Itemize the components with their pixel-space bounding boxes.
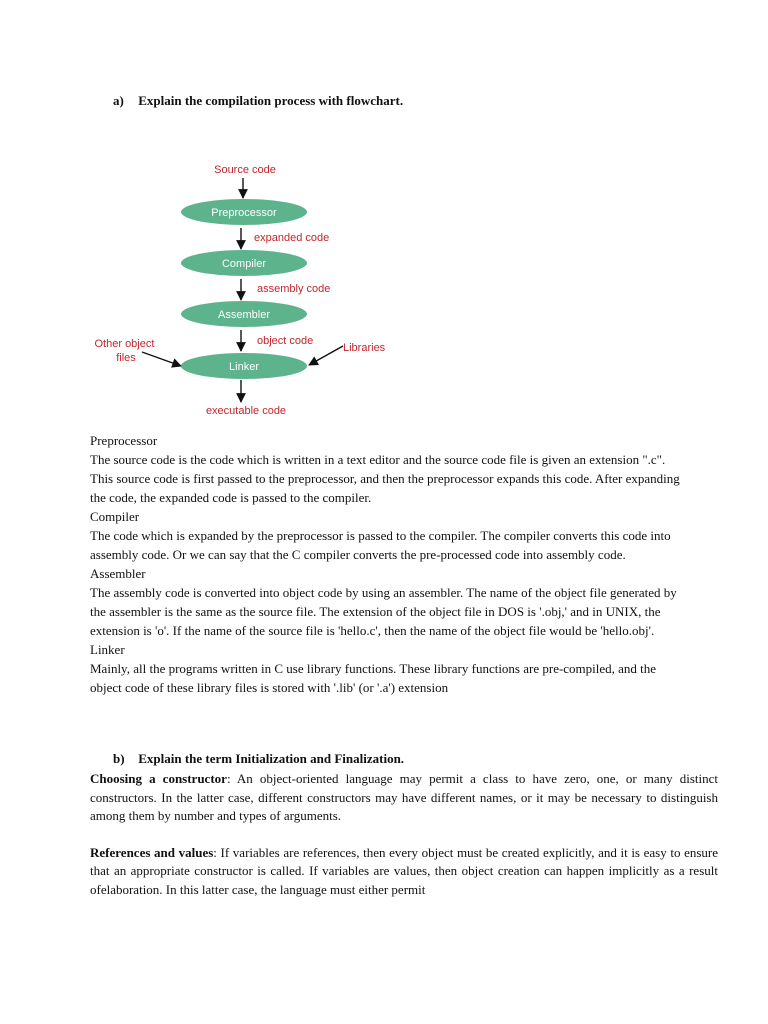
- references-values-paragraph: [90, 844, 718, 900]
- question-a-number: a): [113, 93, 124, 108]
- preprocessor-node-label: Preprocessor: [211, 207, 277, 219]
- linker-node-label: Linker: [229, 361, 259, 373]
- other-object-files-line-2: files: [116, 352, 136, 364]
- source-code-label: Source code: [214, 164, 276, 176]
- compilation-stages-text: [90, 431, 690, 697]
- references-values-text: : If variables are references, then every object must be created explicitly, and it is easy to ensure that an appropriate constructor is called. If variables are values, then object creation can happen implicitly as a result ofelaboration. In this latter case, the language must either permit: [90, 844, 718, 897]
- references-values-lead: References and values: [90, 844, 214, 860]
- other-object-files-line-1: Other object: [94, 338, 155, 350]
- linker-body: Mainly, all the programs written in C use library functions. These library functions are pre-compiled, and the object code of these library files is stored with '.lib' (or '.a') extension: [90, 661, 657, 695]
- initialization-finalization-text: [90, 770, 718, 899]
- question-a-title: Explain the compilation process with flowchart.: [138, 93, 404, 108]
- arrow-libraries-to-linker: [309, 346, 343, 365]
- assembler-heading: Assembler: [90, 566, 146, 581]
- arrow-other-object-files-to-linker: [142, 352, 181, 366]
- compilation-flowchart: [80, 150, 400, 430]
- assembly-code-label: assembly code: [257, 283, 331, 295]
- choosing-constructor-lead: Choosing a constructor: [90, 771, 227, 786]
- question-b-heading: [113, 751, 404, 767]
- executable-code-label: executable code: [205, 405, 287, 417]
- compiler-node-label: Compiler: [221, 258, 267, 270]
- choosing-constructor-paragraph: [90, 770, 718, 826]
- expanded-code-label: expanded code: [254, 232, 330, 244]
- linker-heading: Linker: [90, 642, 125, 657]
- assembler-body: The assembly code is converted into object code by using an assembler. The name of the object file generated by the assembler is the same as the source file. The extension of the object file in DOS is '.obj,' and in UNIX, the extension is 'o'. If the name of the source file is 'hello.c', then the name of the object file would be 'hello.obj'.: [90, 585, 677, 638]
- other-object-files-label: [95, 338, 158, 364]
- preprocessor-body: The source code is the code which is written in a text editor and the source code file is given an extension ".c". This source code is first passed to the preprocessor, and then the preprocessor expands this code. After expanding the code, the expanded code is passed to the compiler.: [90, 452, 680, 505]
- question-b-number: b): [113, 751, 125, 766]
- compiler-heading: Compiler: [90, 509, 140, 524]
- question-b-title: Explain the term Initialization and Finalization.: [138, 751, 405, 766]
- choosing-constructor-text: : An object-oriented language may permit a class to have zero, one, or many distinct constructors. In the latter case, different constructors may have different names, or it may be necessary to distinguish among them by number and types of arguments.: [90, 771, 719, 823]
- assembler-node-label: Assembler: [218, 309, 270, 321]
- libraries-label: Libraries: [343, 342, 386, 354]
- preprocessor-heading: Preprocessor: [90, 433, 158, 448]
- compiler-body: The code which is expanded by the preprocessor is passed to the compiler. The compiler converts this code into assembly code. Or we can say that the C compiler converts the pre-processed code into assembly code.: [90, 528, 671, 562]
- question-a-heading: [113, 93, 403, 109]
- object-code-label: object code: [257, 335, 314, 347]
